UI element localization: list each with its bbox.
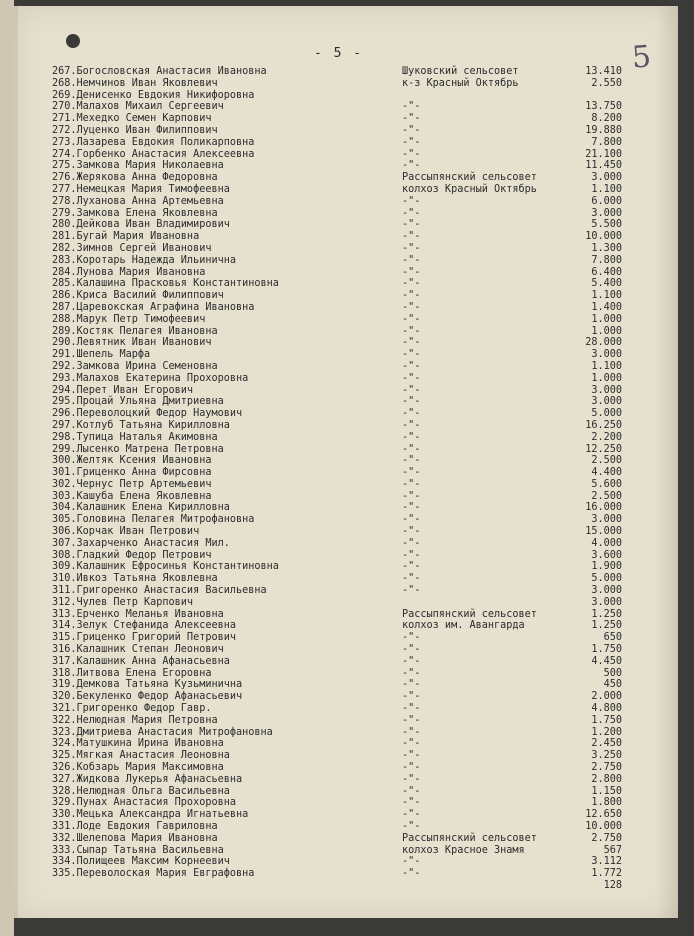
record-location: колхоз Красное Знамя (402, 844, 525, 856)
record-amount: 1.000 (591, 325, 622, 337)
record-name: 286.Криса Василий Филиппович (52, 290, 224, 302)
record-name: 276.Жерякова Анна Федоровна (52, 172, 218, 184)
record-amount: 4.400 (591, 467, 622, 479)
record-row (52, 349, 622, 361)
record-row (52, 360, 622, 373)
record-row (52, 667, 622, 680)
record-location: -"- (402, 278, 421, 290)
record-row (52, 443, 622, 456)
record-amount: 2.750 (591, 762, 622, 774)
record-location: -"- (402, 632, 421, 644)
record-amount: 3.250 (591, 750, 622, 762)
record-location: к-з Красный Октябрь (402, 77, 519, 89)
record-name: 272.Луценко Иван Филиппович (52, 124, 218, 136)
record-amount: 1.200 (591, 726, 622, 738)
record-row (52, 372, 622, 385)
record-amount: 15.000 (585, 526, 622, 538)
record-location: -"- (402, 691, 421, 703)
record-row (52, 868, 622, 880)
record-amount: 21.100 (585, 148, 622, 160)
record-location: -"- (402, 502, 421, 514)
record-amount: 6.400 (591, 266, 622, 278)
record-row (52, 726, 622, 739)
record-name: 298.Тупица Наталья Акимовна (52, 431, 218, 443)
record-row (52, 278, 622, 290)
record-row (52, 785, 622, 798)
record-amount: 2.500 (591, 455, 622, 467)
record-location: -"- (402, 549, 421, 561)
record-name: 321.Григоренко Федор Гавр. (52, 703, 212, 715)
record-amount: 7.800 (591, 254, 622, 266)
record-row (52, 90, 612, 102)
record-location: -"- (402, 868, 421, 880)
record-name: 290.Левятник Иван Иванович (52, 337, 212, 349)
record-name: 324.Матушкина Ирина Ивановна (52, 738, 224, 750)
record-amount: 1.300 (591, 242, 622, 254)
record-location: Рассыпянский сельсовет (402, 172, 537, 184)
record-amount: 4.450 (591, 655, 622, 667)
record-row (52, 207, 622, 220)
punch-hole (66, 34, 80, 48)
record-name: 273.Лазарева Евдокия Поликарповна (52, 136, 255, 148)
record-location: -"- (402, 856, 421, 868)
document-page (14, 6, 678, 918)
record-row (52, 195, 622, 208)
record-location: Шуковский сельсовет (402, 66, 519, 77)
record-location: -"- (402, 467, 421, 479)
record-location: -"- (402, 160, 421, 172)
record-name: 325.Мягкая Анастасия Леоновна (52, 750, 230, 762)
record-name: 305.Головина Пелагея Митрофановна (52, 514, 255, 526)
record-amount: 3.000 (591, 596, 622, 608)
record-location: -"- (402, 644, 421, 656)
record-name: 335.Переволоская Мария Евграфовна (52, 868, 255, 880)
record-name: 314.Зелук Стефанида Алексеевна (52, 620, 237, 632)
record-name: 323.Дмитриева Анастасия Митрофановна (52, 726, 273, 738)
record-amount: 2.200 (591, 431, 622, 443)
record-row (52, 561, 622, 573)
record-location: -"- (402, 726, 421, 738)
record-amount: 19.880 (585, 124, 622, 136)
record-name: 306.Корчак Иван Петрович (52, 526, 200, 538)
record-row (52, 549, 622, 562)
record-name: 330.Мецька Александра Игнатьевна (52, 809, 249, 821)
record-location: -"- (402, 585, 421, 597)
record-name: 332.Шелепова Мария Ивановна (52, 832, 218, 844)
record-name: 296.Переволоцкий Федор Наумович (52, 408, 243, 420)
record-location: колхоз им. Авангарда (402, 620, 525, 632)
record-row (52, 396, 622, 408)
record-name: 279.Замкова Елена Яковлевна (52, 207, 218, 219)
record-amount: 4.000 (591, 537, 622, 549)
record-amount: 567 (603, 844, 622, 856)
page-fold-shadow (656, 6, 678, 918)
record-amount: 128 (603, 879, 622, 891)
record-amount: 3.000 (591, 207, 622, 219)
record-amount: 650 (603, 632, 622, 644)
record-amount: 7.800 (591, 136, 622, 148)
record-amount: 2.800 (591, 773, 622, 785)
record-amount: 28.000 (585, 337, 622, 349)
record-amount: 5.600 (591, 478, 622, 490)
record-name: 317.Калашник Анна Афанасьевна (52, 655, 230, 667)
record-amount: 1.250 (591, 608, 622, 620)
record-row (52, 242, 622, 255)
record-amount: 1.000 (591, 372, 622, 384)
record-name: 309.Калашник Ефросинья Константиновна (52, 561, 279, 573)
record-name: 284.Лунова Мария Ивановна (52, 266, 206, 278)
record-amount: 3.600 (591, 549, 622, 561)
record-location: -"- (402, 290, 421, 302)
record-row (52, 762, 622, 774)
record-amount: 2.550 (591, 77, 622, 89)
record-name: 289.Костяк Пелагея Ивановна (52, 325, 218, 337)
record-location: -"- (402, 490, 421, 502)
record-amount: 1.250 (591, 620, 622, 632)
record-row (52, 856, 622, 868)
record-amount: 3.000 (591, 585, 622, 597)
record-amount: 1.772 (591, 868, 622, 880)
record-name: 269.Денисенко Евдокия Никифоровна (52, 89, 255, 101)
record-location: -"- (402, 655, 421, 667)
record-row (52, 714, 622, 727)
record-location: -"- (402, 785, 421, 797)
record-name: 287.Царевокская Аграфина Ивановна (52, 301, 255, 313)
record-location: -"- (402, 337, 421, 349)
record-list (52, 66, 622, 892)
record-row (52, 809, 622, 821)
record-row (52, 301, 622, 314)
record-name: 292.Замкова Ирина Семеновна (52, 360, 218, 372)
record-row (52, 124, 622, 137)
record-row (52, 537, 622, 550)
record-location: -"- (402, 313, 421, 325)
record-location: -"- (402, 762, 421, 774)
record-location: -"- (402, 325, 421, 337)
record-row (52, 77, 622, 90)
record-amount: 500 (603, 667, 622, 679)
page-edge-shadow (14, 6, 18, 918)
record-amount: 1.750 (591, 714, 622, 726)
record-name: 334.Полищеев Максим Корнеевич (52, 856, 230, 868)
record-row (52, 101, 622, 113)
record-location: -"- (402, 703, 421, 715)
record-amount: 10.000 (585, 231, 622, 243)
record-amount: 5.400 (591, 278, 622, 290)
record-row (52, 632, 622, 644)
record-row (52, 183, 622, 196)
record-name: 281.Бугай Мария Ивановна (52, 231, 200, 243)
record-location: -"- (402, 231, 421, 243)
record-row (52, 526, 622, 538)
record-location: -"- (402, 396, 421, 408)
record-name: 301.Гриценко Анна Фирсовна (52, 467, 212, 479)
record-row (52, 655, 622, 668)
record-row (52, 148, 622, 161)
record-amount: 16.000 (585, 502, 622, 514)
record-row (52, 797, 622, 809)
record-location: -"- (402, 101, 421, 113)
record-amount: 3.000 (591, 349, 622, 361)
record-location: -"- (402, 301, 421, 313)
record-location: -"- (402, 667, 421, 679)
record-row (52, 313, 622, 326)
record-location: -"- (402, 443, 421, 455)
record-row (52, 750, 622, 762)
record-name: 308.Гладкий Федор Петрович (52, 549, 212, 561)
record-location: -"- (402, 773, 421, 785)
record-amount: 5.500 (591, 219, 622, 231)
record-name: 277.Немецкая Мария Тимофеевна (52, 183, 230, 195)
record-row (52, 502, 622, 514)
record-row (52, 419, 622, 432)
record-row (52, 514, 622, 526)
record-location: -"- (402, 797, 421, 809)
record-amount: 5.000 (591, 408, 622, 420)
record-location: Рассыпянский сельсовет (402, 832, 537, 844)
record-amount: 2.000 (591, 691, 622, 703)
record-location: -"- (402, 408, 421, 420)
record-row (52, 231, 622, 243)
record-location: -"- (402, 349, 421, 361)
record-amount: 1.000 (591, 313, 622, 325)
record-location: -"- (402, 113, 421, 125)
handwritten-page-number: 5 (630, 39, 653, 76)
record-location: Рассыпянский сельсовет (402, 608, 537, 620)
record-location: -"- (402, 809, 421, 821)
record-row (52, 679, 622, 691)
record-location: -"- (402, 372, 421, 384)
record-location: -"- (402, 431, 421, 443)
record-name: 288.Марук Петр Тимофеевич (52, 313, 206, 325)
record-name: 326.Кобзарь Мария Максимовна (52, 762, 224, 774)
record-row (52, 408, 622, 420)
record-row (52, 136, 622, 149)
record-location: -"- (402, 254, 421, 266)
record-location: -"- (402, 537, 421, 549)
record-location: -"- (402, 573, 421, 585)
record-amount: 13.750 (585, 101, 622, 113)
record-row (52, 644, 622, 656)
record-location: -"- (402, 561, 421, 573)
record-name: 316.Калашник Степан Леонович (52, 644, 224, 656)
record-amount: 5.000 (591, 573, 622, 585)
record-name: 315.Гриценко Григорий Петрович (52, 632, 237, 644)
record-location: -"- (402, 219, 421, 231)
record-row (52, 160, 622, 172)
record-row (52, 325, 622, 338)
record-amount: 4.800 (591, 703, 622, 715)
record-name: 283.Коротарь Надежда Ильинична (52, 254, 237, 266)
record-name: 275.Замкова Мария Николаевна (52, 160, 224, 172)
record-name: 310.Ивкоз Татьяна Яковлевна (52, 573, 218, 585)
record-name: 294.Перет Иван Егорович (52, 384, 194, 396)
record-row (52, 467, 622, 479)
record-amount: 2.500 (591, 490, 622, 502)
record-amount: 3.112 (591, 856, 622, 868)
record-row (52, 431, 622, 444)
record-row (52, 254, 622, 267)
record-row (52, 219, 622, 231)
record-name: 282.Зимнов Сергей Иванович (52, 242, 212, 254)
record-amount: 3.000 (591, 172, 622, 184)
record-row (52, 478, 622, 491)
record-name: 285.Калашина Прасковья Константиновна (52, 278, 279, 290)
record-name: 322.Нелюдная Мария Петровна (52, 714, 218, 726)
record-name: 302.Чернус Петр Артемьевич (52, 478, 212, 490)
record-amount: 1.900 (591, 561, 622, 573)
record-name: 329.Пунах Анастасия Прохоровна (52, 797, 237, 809)
record-amount: 12.650 (585, 809, 622, 821)
record-amount: 1.100 (591, 183, 622, 195)
record-name: 328.Нелюдная Ольга Васильевна (52, 785, 230, 797)
record-name: 320.Бекуленко Федор Афанасьевич (52, 691, 243, 703)
record-row (52, 455, 622, 467)
record-name: 278.Луханова Анна Артемьевна (52, 195, 224, 207)
record-amount: 2.450 (591, 738, 622, 750)
record-name: 280.Дейкова Иван Владимирович (52, 219, 230, 231)
record-row (52, 266, 622, 279)
record-row (52, 290, 622, 302)
record-location: -"- (402, 514, 421, 526)
record-amount: 13.410 (585, 66, 622, 77)
record-name: 297.Котлуб Татьяна Кирилловна (52, 419, 230, 431)
record-name: 333.Сыпар Татьяна Васильевна (52, 844, 224, 856)
record-location: колхоз Красный Октябрь (402, 183, 537, 195)
record-row (52, 66, 622, 78)
record-row (52, 821, 622, 833)
record-location: -"- (402, 679, 421, 691)
record-amount: 1.150 (591, 785, 622, 797)
record-name: 313.Ерченко Меланья Ивановна (52, 608, 224, 620)
record-location: -"- (402, 478, 421, 490)
record-name: 271.Мехедко Семен Карпович (52, 113, 212, 125)
record-row (52, 703, 622, 715)
record-location: -"- (402, 455, 421, 467)
record-name: 268.Немчинов Иван Яковлевич (52, 77, 218, 89)
record-location: -"- (402, 148, 421, 160)
record-row (52, 832, 622, 845)
record-row (52, 738, 622, 750)
record-location: -"- (402, 242, 421, 254)
record-row (52, 113, 622, 125)
record-name: 270.Малахов Михаил Сергеевич (52, 101, 224, 113)
record-name: 295.Процай Ульяна Дмитриевна (52, 396, 224, 408)
record-row (52, 879, 622, 892)
record-amount: 450 (603, 679, 622, 691)
record-name: 307.Захарченко Анастасия Мил. (52, 537, 230, 549)
record-amount: 1.100 (591, 360, 622, 372)
record-amount: 2.750 (591, 832, 622, 844)
record-location: -"- (402, 821, 421, 832)
record-location: -"- (402, 384, 421, 396)
record-row (52, 608, 622, 621)
record-location: -"- (402, 419, 421, 431)
record-amount: 6.000 (591, 195, 622, 207)
record-amount: 1.400 (591, 301, 622, 313)
record-location: -"- (402, 136, 421, 148)
record-name: 299.Лысенко Матрена Петровна (52, 443, 224, 455)
record-row (52, 384, 622, 397)
record-row (52, 620, 622, 632)
record-name: 291.Шепель Марфа (52, 349, 151, 361)
record-name: 319.Демкова Татьяна Кузьминична (52, 679, 243, 691)
record-amount: 16.250 (585, 419, 622, 431)
record-location: -"- (402, 124, 421, 136)
record-name: 327.Жидкова Лукерья Афанасьевна (52, 773, 243, 785)
record-location: -"- (402, 360, 421, 372)
record-row (52, 490, 622, 503)
record-row (52, 573, 622, 585)
record-amount: 1.800 (591, 797, 622, 809)
record-row (52, 773, 622, 786)
record-amount: 3.000 (591, 514, 622, 526)
record-amount: 12.250 (585, 443, 622, 455)
page-left-edge (0, 0, 14, 936)
record-amount: 1.750 (591, 644, 622, 656)
record-row (52, 172, 622, 184)
record-location: -"- (402, 526, 421, 538)
page-number: - 5 - (314, 46, 364, 61)
record-location: -"- (402, 266, 421, 278)
record-name: 312.Чулев Петр Карпович (52, 596, 194, 608)
record-row (52, 691, 622, 703)
record-row (52, 844, 622, 857)
record-location: -"- (402, 195, 421, 207)
record-name: 311.Григоренко Анастасия Васильевна (52, 585, 267, 597)
record-location: -"- (402, 750, 421, 762)
record-name: 304.Калашник Елена Кирилловна (52, 502, 230, 514)
record-name: 293.Малахов Екатерина Прохоровна (52, 372, 249, 384)
record-name: 300.Желтяк Ксения Ивановна (52, 455, 212, 467)
record-location: -"- (402, 207, 421, 219)
record-name: 331.Лоде Евдокия Гавриловна (52, 821, 218, 832)
record-amount: 1.100 (591, 290, 622, 302)
record-amount: 8.200 (591, 113, 622, 125)
record-amount: 3.000 (591, 384, 622, 396)
record-row (52, 585, 622, 597)
record-name: 267.Богословская Анастасия Ивановна (52, 66, 267, 77)
record-name: 274.Горбенко Анастасия Алексеевна (52, 148, 255, 160)
record-row (52, 596, 622, 609)
record-location: -"- (402, 738, 421, 750)
record-amount: 3.000 (591, 396, 622, 408)
record-location: -"- (402, 714, 421, 726)
record-name: 303.Кашуба Елена Яковлевна (52, 490, 212, 502)
record-amount: 10.000 (585, 821, 622, 832)
record-row (52, 337, 622, 349)
record-name: 318.Литвова Елена Егоровна (52, 667, 212, 679)
record-amount: 11.450 (585, 160, 622, 172)
